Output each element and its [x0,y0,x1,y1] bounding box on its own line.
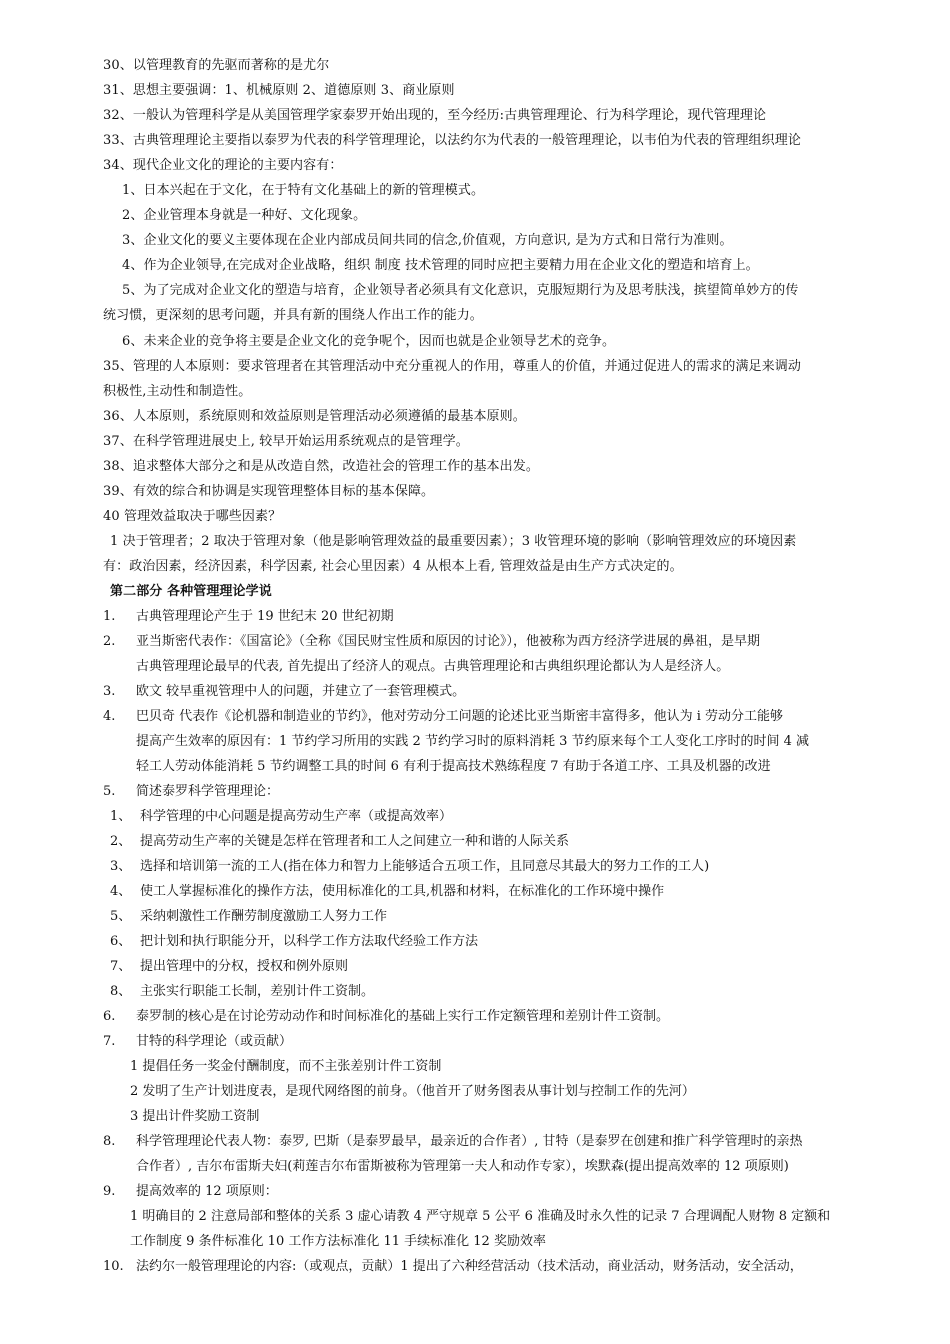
item-34-3: 3、企业文化的要义主要体现在企业内部成员间共同的信念,价值观，方向意识, 是为方式和日常行为准则。 [122,233,733,248]
item-30: 30、以管理教育的先驱而著称的是尤尔 [103,58,330,73]
p2-item-10-num: 10. [103,1259,124,1274]
p2-item-8-text-cont: 合作者）, 吉尔布雷斯夫妇(莉莲吉尔布雷斯被称为管理第一夫人和动作专家），埃默森(提出提高效率的 12 项原则) [136,1159,789,1174]
item-36: 36、人本原则，系统原则和效益原则是管理活动必须遵循的最基本原则。 [103,409,526,424]
item-37: 37、在科学管理进展史上, 较早开始运用系统观点的是管理学。 [103,434,469,449]
p2-item-4-text-cont: 提高产生效率的原因有：1 节约学习所用的实践 2 节约学习时的原料消耗 3 节约原来每个工人变化工序时的时间 4 减 [136,734,810,749]
item-34-5: 5、为了完成对企业文化的塑造与培育，企业领导者必须具有文化意识，克服短期行为及思考肤浅，摈望简单妙方的传 [122,283,799,298]
item-34-5-cont: 统习惯，更深刻的思考问题，并具有新的围绕人作出工作的能力。 [103,308,483,323]
p2-item-7-text: 甘特的科学理论（或贡献） [136,1034,293,1049]
p2-item-6-text: 泰罗制的核心是在讨论劳动动作和时间标准化的基础上实行工作定额管理和差别计件工资制。 [136,1009,670,1024]
item-33: 33、古典管理理论主要指以泰罗为代表的科学管理理论，以法约尔为代表的一般管理理论，以韦伯为代表的管理组织理论 [103,133,801,148]
p2-item-9-text: 提高效率的 12 项原则： [136,1184,278,1199]
efficiency-principles: 1 明确目的 2 注意局部和整体的关系 3 虚心请教 4 严守规章 5 公平 6 准确及时永久性的记录 7 合理调配人财物 8 定额和 [130,1209,831,1224]
p2-item-10-text: 法约尔一般管理理论的内容:（或观点，贡献）1 提出了六种经营活动（技术活动，商业活动，财务活动，安全活动， [136,1259,803,1274]
taylor-5-text: 采纳刺激性工作酬劳制度激励工人努力工作 [140,909,388,924]
p2-item-3-text: 欧文 较早重视管理中人的问题，并建立了一套管理模式。 [136,684,466,699]
taylor-5-num: 5、 [110,909,132,924]
p2-item-4-text: 巴贝奇 代表作《论机器和制造业的节约》，他对劳动分工问题的论述比亚当斯密丰富得多，他认为 i 劳动分工能够 [136,709,784,724]
taylor-4-text: 使工人掌握标准化的操作方法，使用标准化的工具,机器和材料，在标准化的工作环境中操作 [140,884,665,899]
p2-item-2-num: 2. [103,634,116,649]
taylor-3-text: 选择和培训第一流的工人(指在体力和智力上能够适合五项工作，且同意尽其最大的努力工作的工人) [140,859,710,874]
p2-item-9-num: 9. [103,1184,116,1199]
p2-item-3-num: 3. [103,684,116,699]
efficiency-principles-cont: 工作制度 9 条件标准化 10 工作方法标准化 11 手续标准化 12 奖励效率 [130,1234,546,1249]
section-heading: 第二部分 各种管理理论学说 [110,584,272,599]
taylor-2-text: 提高劳动生产率的关键是怎样在管理者和工人之间建立一种和谐的人际关系 [140,834,570,849]
taylor-7-text: 提出管理中的分权，授权和例外原则 [140,959,349,974]
item-32: 32、一般认为管理科学是从美国管理学家泰罗开始出现的，至今经历:古典管理理论、行为科学理论，现代管理理论 [103,108,767,123]
taylor-4-num: 4、 [110,884,132,899]
taylor-1-num: 1、 [110,809,132,824]
taylor-1-text: 科学管理的中心问题是提高劳动生产率（或提高效率） [140,809,453,824]
item-40: 40 管理效益取决于哪些因素？ [103,509,282,524]
item-40-answer-cont: 有：政治因素，经济因素，科学因素, 社会心里因素）4 从根本上看, 管理效益是由生产方式决定的。 [103,559,683,574]
taylor-2-num: 2、 [110,834,132,849]
taylor-7-num: 7、 [110,959,132,974]
p2-item-1-num: 1. [103,609,116,624]
p2-item-6-num: 6. [103,1009,116,1024]
taylor-8-text: 主张实行职能工长制，差别计件工资制。 [140,984,375,999]
p2-item-8-num: 8. [103,1134,116,1149]
p2-item-5-num: 5. [103,784,116,799]
item-38: 38、追求整体大部分之和是从改造自然，改造社会的管理工作的基本出发。 [103,459,539,474]
gantt-point-2: 2 发明了生产计划进度表，是现代网络图的前身。（他首开了财务图表从事计划与控制工作的先河） [130,1084,695,1099]
item-31: 31、思想主要强调：1、机械原则 2、道德原则 3、商业原则 [103,83,455,98]
item-34-2: 2、企业管理本身就是一种好、文化现象。 [122,208,367,223]
p2-item-2-text: 亚当斯密代表作：《国富论》（全称《国民财宝性质和原因的讨论》），他被称为西方经济学进展的鼻祖，是早期 [136,634,761,649]
item-34-1: 1、日本兴起在于文化，在于特有文化基础上的新的管理模式。 [122,183,485,198]
item-34-6: 6、未来企业的竞争将主要是企业文化的竞争呢个，因而也就是企业领导艺术的竞争。 [122,334,616,349]
p2-item-1-text: 古典管理理论产生于 19 世纪末 20 世纪初期 [136,609,394,624]
item-39: 39、有效的综合和协调是实现管理整体目标的基本保障。 [103,484,435,499]
item-35: 35、管理的人本原则：要求管理者在其管理活动中充分重视人的作用，尊重人的价值，并通过促进人的需求的满足来调动 [103,359,801,374]
p2-item-7-num: 7. [103,1034,116,1049]
gantt-point-3: 3 提出计件奖励工资制 [130,1109,260,1124]
item-35-cont: 积极性,主动性和制造性。 [103,384,252,399]
taylor-8-num: 8、 [110,984,132,999]
p2-item-5-text: 简述泰罗科学管理理论： [136,784,280,799]
p2-item-4-text-cont2: 轻工人劳动体能消耗 5 节约调整工具的时间 6 有利于提高技术熟练程度 7 有助于各道工序、工具及机器的改进 [136,759,771,774]
gantt-point-1: 1 提倡任务一奖金付酬制度，而不主张差别计件工资制 [130,1059,442,1074]
item-40-answer: 1 决于管理者；2 取决于管理对象（他是影响管理效益的最重要因素）；3 收管理环境的影响（影响管理效应的环境因素 [110,534,797,549]
item-34-4: 4、作为企业领导,在完成对企业战略，组织 制度 技术管理的同时应把主要精力用在企业文化的塑造和培育上。 [122,258,759,273]
taylor-6-text: 把计划和执行职能分开，以科学工作方法取代经验工作方法 [140,934,479,949]
taylor-6-num: 6、 [110,934,132,949]
p2-item-8-text: 科学管理理论代表人物：泰罗, 巴斯（是泰罗最早，最亲近的合作者）, 甘特（是泰罗在创建和推广科学管理时的亲热 [136,1134,803,1149]
p2-item-2-text-cont: 古典管理理论最早的代表, 首先提出了经济人的观点。古典管理理论和古典组织理论都认为人是经济人。 [136,659,730,674]
item-34: 34、现代企业文化的理论的主要内容有： [103,158,343,173]
taylor-3-num: 3、 [110,859,132,874]
p2-item-4-num: 4. [103,709,116,724]
